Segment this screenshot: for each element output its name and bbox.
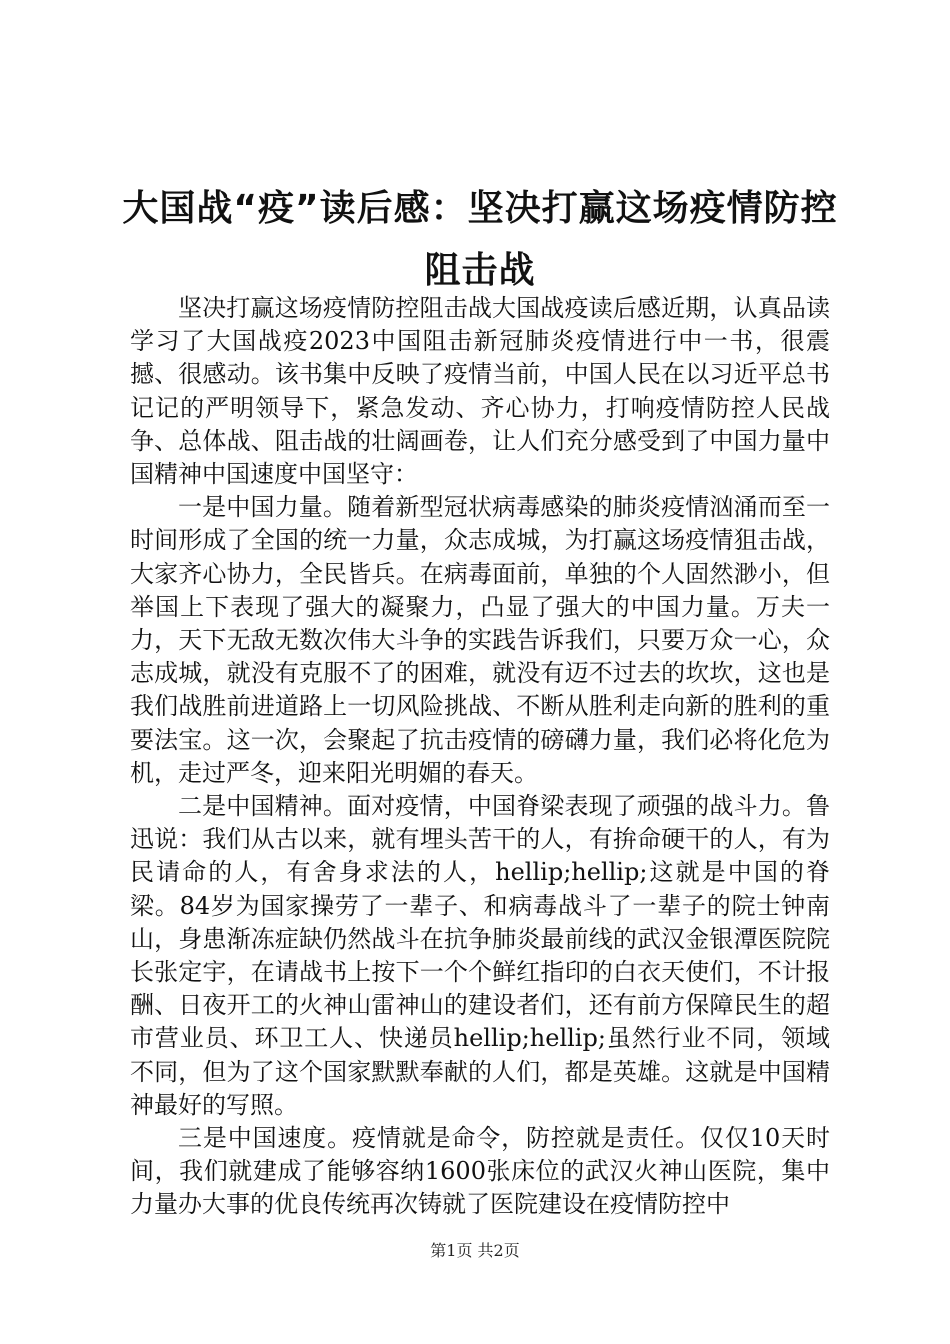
paragraph-china-spirit: 二是中国精神。面对疫情，中国脊梁表现了顽强的战斗力。鲁迅说：我们从古以来，就有埋头苦干的人，有拚命硬干的人，有为民请命的人，有舍身求法的人，hellip;hellip;这就是中国的脊梁。84岁为国家操劳了一辈子、和病毒战斗了一辈子的院士钟南山，身患渐冻症缺仍然战斗在抗争肺炎最前线的武汉金银潭医院院长张定宇，在请战书上按下一个个鲜红指印的白衣天使们，不计报酬、日夜开工的火神山雷神山的建设者们，还有前方保障民生的超市营业员、环卫工人、快递员hellip;hellip;虽然行业不同，领域不同，但为了这个国家默默奉献的人们，都是英雄。这就是中国精神最好的写照。: [130, 792, 830, 1119]
document-title: 大国战“疫”读后感：坚决打赢这场疫情防控阻击战: [122, 188, 838, 291]
paragraph-china-speed: 三是中国速度。疫情就是命令，防控就是责任。仅仅10天时间，我们就建成了能够容纳1600张床位的武汉火神山医院，集中力量办大事的优良传统再次铸就了医院建设在疫情防控中: [130, 1124, 830, 1219]
paragraph-intro: 坚决打赢这场疫情防控阻击战大国战疫读后感近期，认真品读学习了大国战疫2023中国阻击新冠肺炎疫情进行中一书，很震撼、很感动。该书集中反映了疫情当前，中国人民在以习近平总书记记的严明领导下，紧急发动、齐心协力，打响疫情防控人民战争、总体战、阻击战的壮阔画卷，让人们充分感受到了中国力量中国精神中国速度中国坚守：: [130, 294, 830, 489]
document-body: [130, 292, 830, 1222]
paragraph-china-strength: 一是中国力量。随着新型冠状病毒感染的肺炎疫情汹涌而至一时间形成了全国的统一力量，众志成城，为打赢这场疫情狙击战，大家齐心协力，全民皆兵。在病毒面前，单独的个人固然渺小，但举国上下表现了强大的凝聚力，凸显了强大的中国力量。万夫一力，天下无敌无数次伟大斗争的实践告诉我们，只要万众一心，众志成城，就没有克服不了的困难，就没有迈不过去的坎坎，这也是我们战胜前进道路上一切风险挑战、不断从胜利走向新的胜利的重要法宝。这一次，会聚起了抗击疫情的磅礴力量，我们必将化危为机，走过严冬，迎来阳光明媚的春天。: [130, 493, 830, 787]
page-number-footer: 第1页 共2页: [430, 1241, 520, 1260]
